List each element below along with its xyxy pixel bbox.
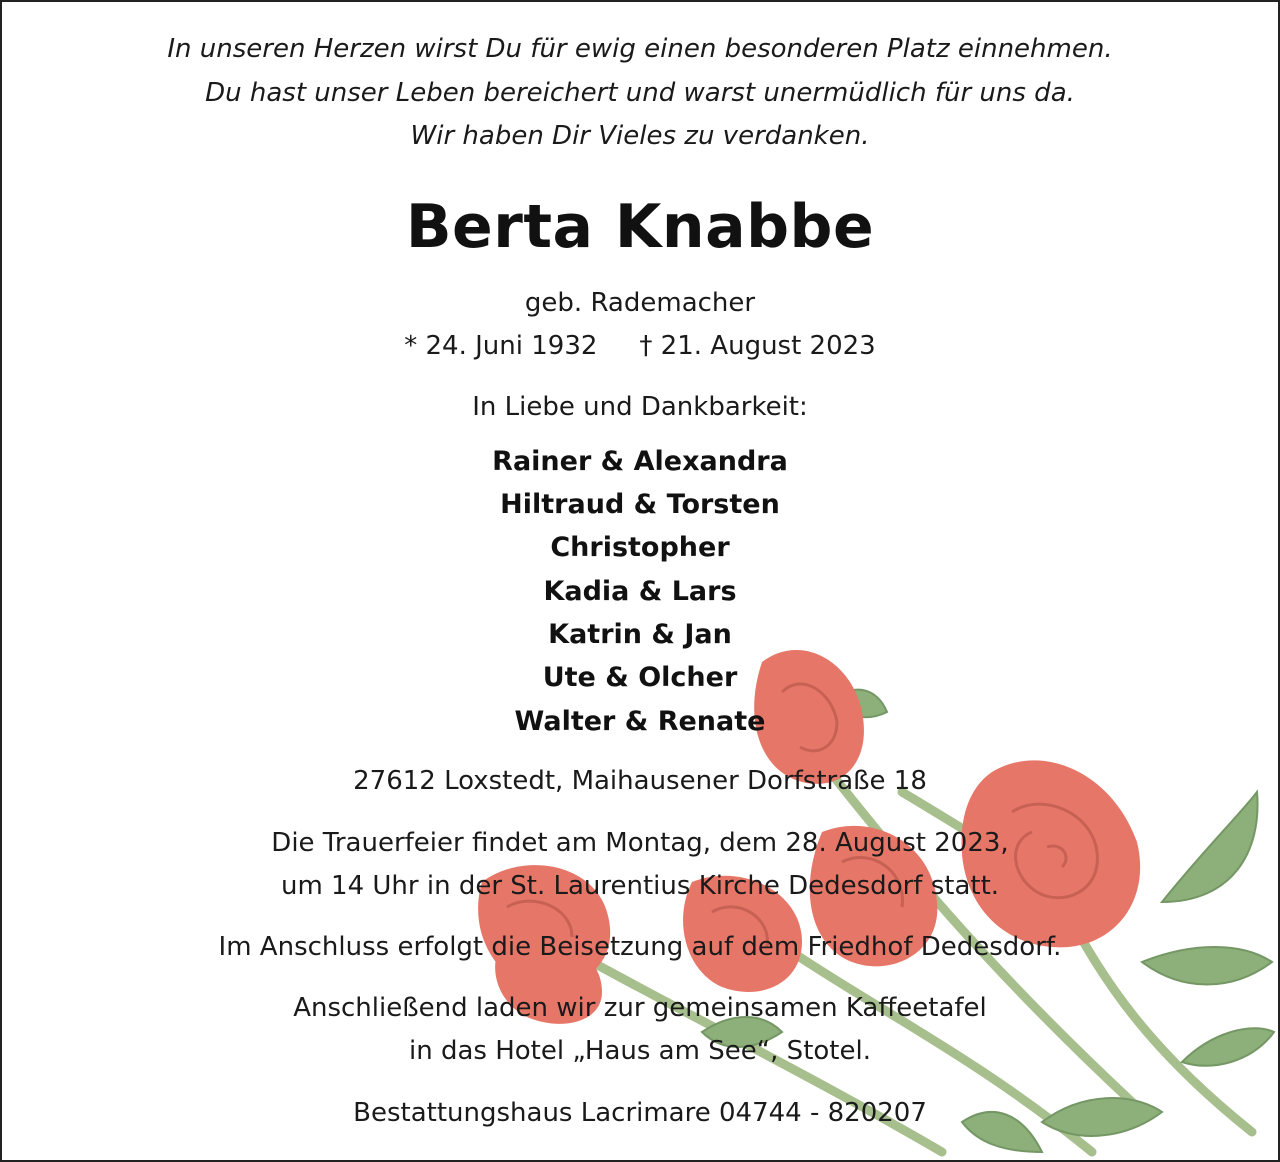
service-line: Die Trauerfeier findet am Montag, dem 28. August 2023, [271,828,1009,858]
coffee-line: in das Hotel „Haus am See“, Stotel. [409,1036,871,1066]
coffee-line: Anschließend laden wir zur gemeinsamen Kaffeetafel [293,993,987,1023]
intro-line: Wir haben Dir Vieles zu verdanken. [410,121,870,151]
mourner-name: Walter & Renate [514,706,766,737]
mourner-name: Kadia & Lars [543,576,737,607]
intro-line: Du hast unser Leben bereichert und warst unermüdlich für uns da. [205,78,1075,108]
maiden-name: geb. Rademacher [524,288,756,318]
intro-line: In unseren Herzen wirst Du für ewig einen besonderen Platz einnehmen. [167,34,1113,64]
burial-info: Im Anschluss erfolgt die Beisetzung auf dem Friedhof Dedesdorf. [218,932,1062,962]
mourner-name: Hiltraud & Torsten [500,489,780,520]
mourners-intro: In Liebe und Dankbarkeit: [472,392,808,422]
deceased-name: Berta Knabbe [405,192,875,262]
address: 27612 Loxstedt, Maihausener Dorfstraße 18 [353,766,927,796]
mourner-name: Christopher [550,532,730,563]
mourner-name: Rainer & Alexandra [492,446,788,477]
mourner-name: Katrin & Jan [548,619,732,650]
service-line: um 14 Uhr in der St. Laurentius Kirche Dedesdorf statt. [280,871,1000,901]
death-date: † 21. August 2023 [639,331,876,361]
birth-date: * 24. Juni 1932 [404,331,598,361]
life-dates [2,331,1278,361]
funeral-home: Bestattungshaus Lacrimare 04744 - 820207 [353,1098,927,1128]
mourner-name: Ute & Olcher [542,662,738,693]
